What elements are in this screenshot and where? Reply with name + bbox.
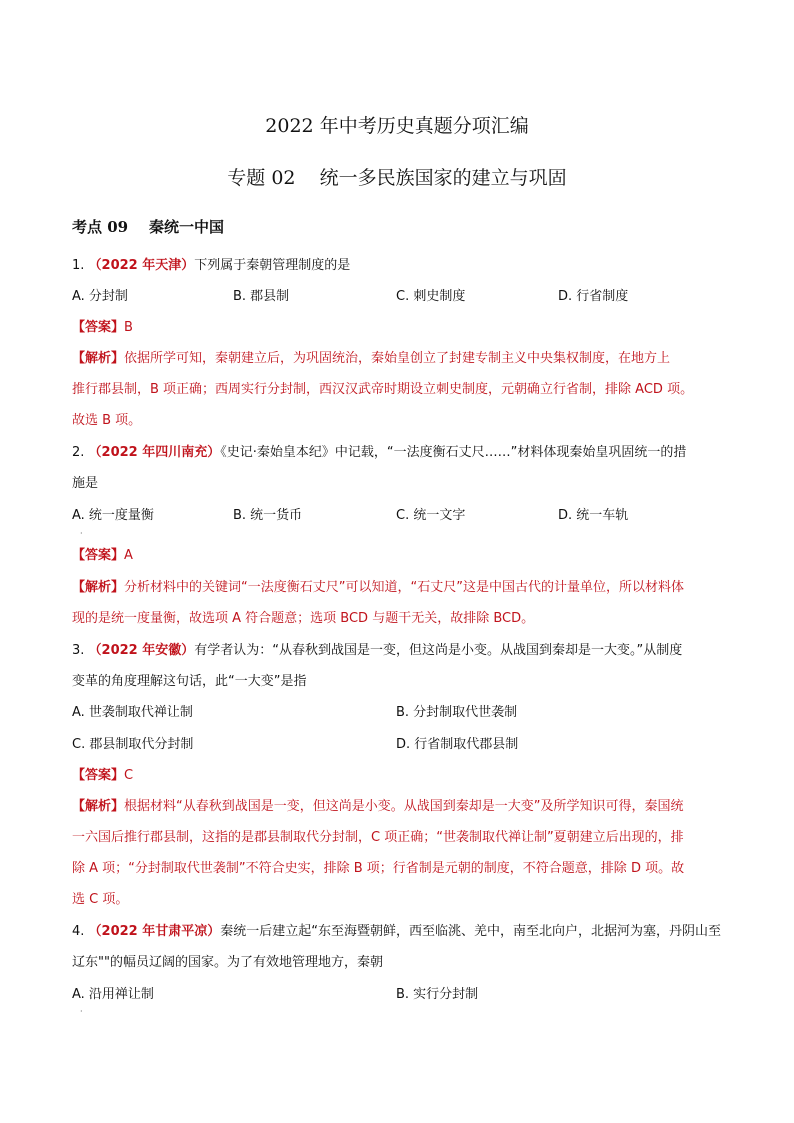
question-source: （2022 年安徽）: [88, 643, 195, 658]
section-heading: 考点 09 秦统一中国: [72, 218, 224, 236]
option-a: A. 分封制: [72, 289, 128, 304]
analysis-line: 现的是统一度量衡，故选项 A 符合题意；选项 BCD 与题干无关，故排除 BCD。: [72, 611, 535, 626]
mark-dot: ·: [80, 1007, 83, 1016]
answer-value: A: [124, 548, 133, 563]
option-d: D. 统一车轨: [558, 508, 629, 523]
answer-value: B: [124, 320, 133, 335]
analysis-line: 推行郡县制，B 项正确；西周实行分封制，西汉汉武帝时期设立刺史制度，元朝确立行省制，排除 ACD 项。: [72, 382, 694, 397]
analysis-line: 故选 B 项。: [72, 413, 142, 428]
option-c: C. 郡县制取代分封制: [72, 737, 194, 752]
question-2-stem: 2. （2022 年四川南充）《史记·秦始皇本纪》中记载，“一法度衡石丈尺……”材料体现秦始皇巩固统一的措: [72, 445, 687, 460]
option-d: D. 行省制度: [558, 289, 629, 304]
option-b: B. 分封制取代世袭制: [396, 705, 518, 720]
question-source: （2022 年天津）: [88, 258, 195, 273]
question-stem-line: 施是: [72, 476, 99, 491]
question-stem-line: 辽东""的幅员辽阔的国家。为了有效地管理地方，秦朝: [72, 955, 383, 970]
option-a: A. 沿用禅让制: [72, 987, 154, 1002]
document-title: 2022 年中考历史真题分项汇编: [265, 115, 529, 137]
answer-value: C: [124, 768, 134, 783]
question-source: （2022 年甘肃平凉）: [88, 924, 221, 939]
option-b: B. 郡县制: [233, 289, 290, 304]
answer-line: 【答案】A: [72, 548, 133, 563]
answer-line: 【答案】B: [72, 320, 133, 335]
analysis-line: 选 C 项。: [72, 892, 129, 907]
analysis-line: 一六国后推行郡县制，这指的是郡县制取代分封制，C 项正确；“世袭制取代禅让制”夏朝建立后出现的，排: [72, 830, 684, 845]
answer-line: 【答案】C: [72, 768, 134, 783]
analysis-line: 除 A 项；“分封制取代世袭制”不符合史实，排除 B 项；行省制是元朝的制度，不符合题意，排除 D 项。故: [72, 861, 685, 876]
analysis-line: 【解析】分析材料中的关键词“一法度衡石丈尺”可以知道，“石丈尺”这是中国古代的计量单位，所以材料体: [72, 580, 684, 595]
option-b: B. 统一货币: [233, 508, 303, 523]
question-4-stem: 4. （2022 年甘肃平凉）秦统一后建立起“东至海暨朝鲜，西至临洮、羌中，南至北向户，北据河为塞，丹阴山至: [72, 924, 722, 939]
option-a: A. 世袭制取代禅让制: [72, 705, 193, 720]
question-1-stem: 1. （2022 年天津）下列属于秦朝管理制度的是: [72, 258, 351, 273]
option-c: C. 统一文字: [396, 508, 466, 523]
document-subtitle: 专题 02 统一多民族国家的建立与巩固: [227, 167, 567, 189]
mark-dot: ·: [80, 529, 83, 538]
question-3-stem: 3. （2022 年安徽）有学者认为：“从春秋到战国是一变，但这尚是小变。从战国到秦却是一大变。”从制度: [72, 643, 683, 658]
option-a: A. 统一度量衡: [72, 508, 154, 523]
question-source: （2022 年四川南充）: [88, 445, 221, 460]
option-c: C. 刺史制度: [396, 289, 466, 304]
analysis-line: 【解析】根据材料“从春秋到战国是一变，但这尚是小变。从战国到秦却是一大变”及所学知识可得，秦国统: [72, 799, 684, 814]
option-d: D. 行省制取代郡县制: [396, 737, 519, 752]
question-stem-line: 变革的角度理解这句话，此“一大变”是指: [72, 674, 307, 689]
option-b: B. 实行分封制: [396, 987, 479, 1002]
analysis-line: 【解析】依据所学可知，秦朝建立后，为巩固统治，秦始皇创立了封建专制主义中央集权制度，在地方上: [72, 351, 671, 366]
